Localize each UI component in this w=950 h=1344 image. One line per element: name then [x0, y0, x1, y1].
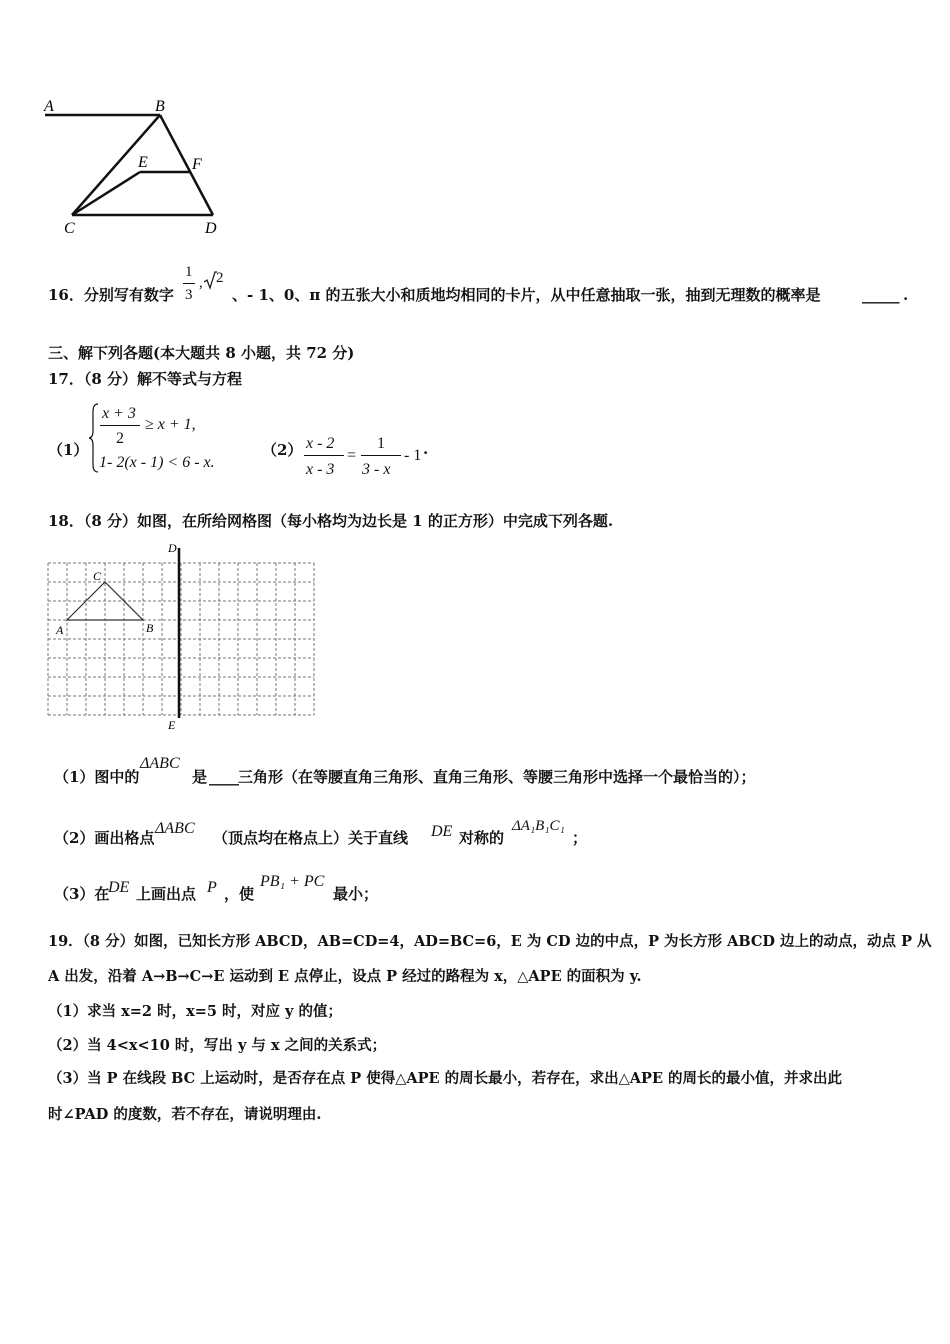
q18-p3-mid2: ，使: [224, 885, 255, 903]
q16-frac-den: 3: [185, 287, 193, 303]
grid-label-d: D: [168, 541, 177, 555]
q16-answer-blank: _____: [862, 286, 900, 304]
sqrt-icon: [203, 270, 217, 290]
q19-line2: A 出发，沿着 A→B→C→E 运动到 E 点停止，设点 P 经过的路程为 x，△APE 的面积为 y.: [48, 968, 642, 985]
q16-sqrt-value: 2: [216, 270, 224, 286]
grid-label-a: A: [56, 623, 64, 637]
q19-part3-b: 时∠PAD 的度数，若不存在，请说明理由.: [48, 1106, 322, 1123]
q18-p3-prefix: （3）在: [54, 885, 110, 903]
q16-text: 、- 1、0、π 的五张大小和质地均相同的卡片，从中任意抽取一张，抽到无理数的概率是: [232, 286, 821, 304]
q17-eq-lhs-den: x - 3: [306, 461, 335, 478]
q16-frac-num: 1: [185, 264, 193, 280]
q19-part2: （2）当 4<x<10 时，写出 y 与 x 之间的关系式；: [48, 1037, 387, 1054]
q18-p1-is: 是: [192, 768, 208, 786]
q17-part1-label: （1）: [48, 441, 89, 459]
q18-p3-expr: PB₁ + PC: [260, 873, 325, 890]
q17-eq-rhs-bar: [361, 455, 401, 456]
q18-p2-triangle: ΔABC: [155, 820, 195, 837]
q17-ineq1-rhs: ≥ x + 1,: [145, 416, 196, 433]
q16-prefix: 16．分别写有数字: [48, 286, 174, 304]
q16-frac-bar: [183, 283, 195, 284]
q17-ineq1-num: x + 3: [102, 405, 136, 422]
q18-p1-rest: 三角形（在等腰直角三角形、直角三角形、等腰三角形中选择一个最恰当的）；: [238, 768, 756, 786]
q17-ineq1-den: 2: [116, 430, 124, 447]
grid-figure: [40, 538, 330, 730]
q17-eq-tail: - 1: [404, 447, 422, 464]
q18-p3-line-de: DE: [108, 879, 130, 896]
segment-bd: [160, 115, 213, 215]
q18-p2-mid2: 对称的: [459, 829, 505, 847]
q16-end: .: [903, 286, 909, 304]
grid-label-b: B: [146, 621, 154, 635]
grid-label-e: E: [168, 718, 176, 730]
q18-p1-blank: ____: [209, 768, 239, 786]
q17-title: 17．（8 分）解不等式与方程: [48, 370, 243, 388]
q17-eq-rhs-num: 1: [377, 435, 385, 452]
q17-part2-label: （2）: [262, 441, 303, 459]
q17-eq-rhs-den: 3 - x: [362, 461, 391, 478]
q19-part3-a: （3）当 P 在线段 BC 上运动时，是否存在点 P 使得△APE 的周长最小，若存在，求出△APE 的周长的最小值，并求出此: [48, 1070, 843, 1087]
q17-ineq1-bar: [100, 425, 140, 426]
q18-p3-end: 最小；: [333, 885, 379, 903]
section-3-title: 三、解下列各题(本大题共 8 小题，共 72 分): [48, 344, 355, 362]
q18-p3-mid: 上画出点: [136, 885, 197, 903]
q18-p2-triangle1: ΔA₁B₁C₁: [512, 818, 565, 834]
q18-p3-point-p: P: [207, 879, 217, 896]
label-e: E: [138, 154, 148, 171]
q19-line1: 19．（8 分）如图，已知长方形 ABCD，AB=CD=4，AD=BC=6，E 为 CD 边的中点，P 为长方形 ABCD 边上的动点，动点 P 从: [48, 933, 932, 950]
segment-ce: [72, 172, 140, 215]
q16-comma: ,: [199, 275, 203, 291]
q18-title: 18．（8 分）如图，在所给网格图（每小格均为边长是 1 的正方形）中完成下列各题.: [48, 512, 614, 530]
q18-p2-line-de: DE: [431, 823, 453, 840]
label-c: C: [64, 220, 75, 237]
q19-part1: （1）求当 x=2 时，x=5 时，对应 y 的值；: [48, 1003, 343, 1020]
label-f: F: [192, 156, 202, 173]
trapezoid-figure: [40, 95, 240, 245]
q17-eq-lhs-num: x - 2: [306, 435, 335, 452]
q17-eq-dot: ·: [423, 444, 429, 462]
label-a: A: [44, 98, 54, 115]
q18-p1-prefix: （1）图中的: [54, 768, 140, 786]
label-b: B: [155, 98, 165, 115]
q18-p1-triangle: ΔABC: [140, 755, 180, 772]
label-d: D: [205, 220, 217, 237]
q18-p2-prefix: （2）画出格点: [54, 829, 155, 847]
grid-label-c: C: [93, 569, 102, 583]
grid-lines: [48, 563, 314, 715]
q18-p2-end: ；: [572, 829, 588, 847]
q18-p2-mid: （顶点均在格点上）关于直线: [213, 829, 409, 847]
q17-ineq2: 1- 2(x - 1) < 6 - x.: [99, 454, 215, 471]
q17-eq-equals: =: [347, 447, 357, 464]
q17-eq-lhs-bar: [304, 455, 344, 456]
